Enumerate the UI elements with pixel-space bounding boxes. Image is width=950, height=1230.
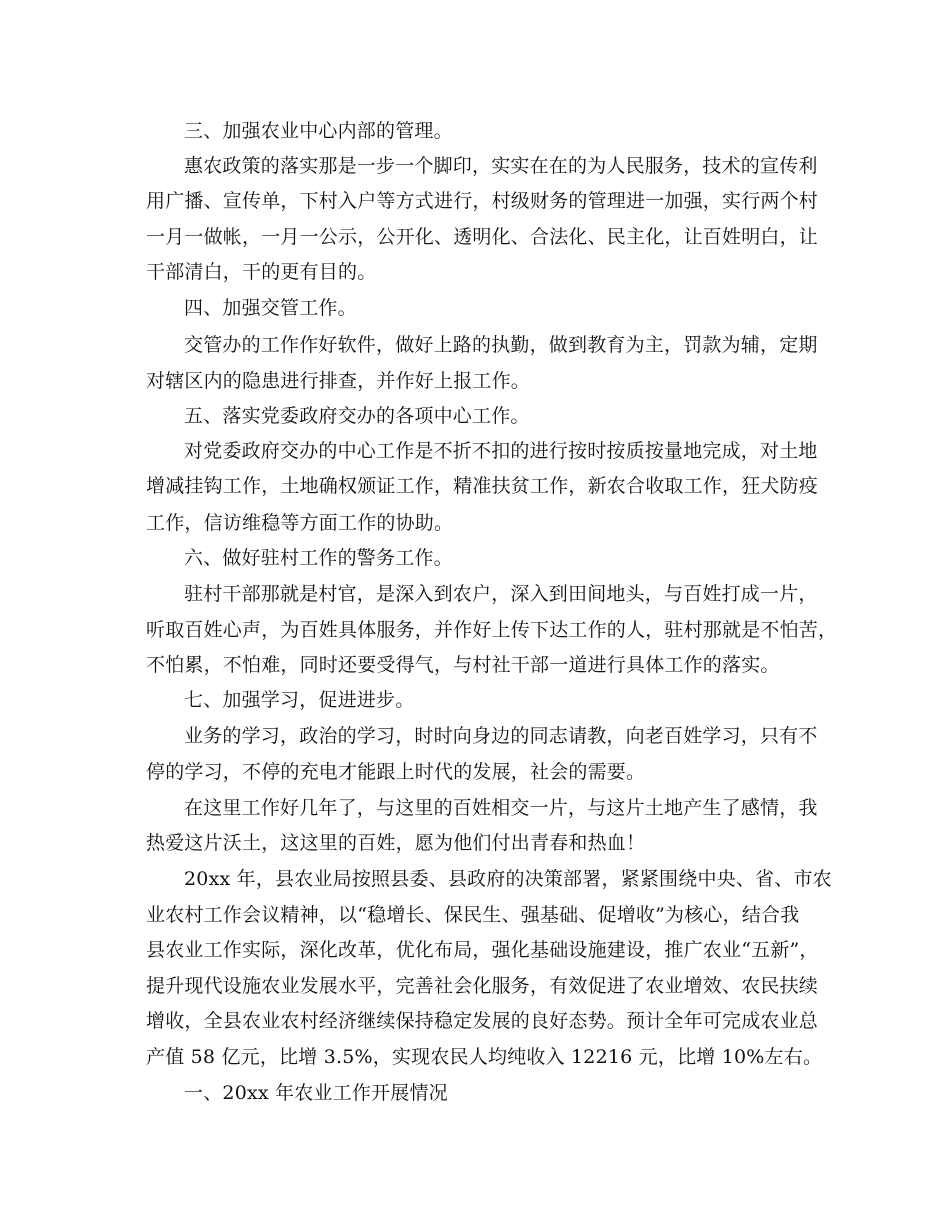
paragraph-line: 干部清白，干的更有目的。: [146, 261, 377, 283]
paragraph-line: 一月一做帐，一月一公示，公开化、透明化、合法化、民主化，让百姓明白，让: [146, 226, 819, 248]
heading-7: 七、加强学习，促进进步。: [184, 689, 415, 711]
paragraph-line: 工作，信访维稳等方面工作的协助。: [146, 512, 454, 534]
paragraph-line: 业农村工作会议精神，以“稳增长、保民生、强基础、促增收”为核心，结合我: [146, 904, 800, 926]
paragraph-line: 对党委政府交办的中心工作是不折不扣的进行按时按质按量地完成，对土地: [184, 440, 818, 462]
paragraph-line: 停的学习，不停的充电才能跟上时代的发展，社会的需要。: [146, 761, 646, 783]
paragraph-line: 业务的学习，政治的学习，时时向身边的同志请教，向老百姓学习，只有不: [184, 725, 818, 747]
paragraph-line: 用广播、宣传单，下村入户等方式进行，村级财务的管理进一加强，实行两个村: [146, 190, 819, 212]
paragraph-line: 惠农政策的落实那是一步一个脚印，实实在在的为人民服务，技术的宣传利: [184, 155, 818, 177]
paragraph-line: 听取百姓心声，为百姓具体服务，并作好上传下达工作的人，驻村那就是不怕苦，: [146, 619, 838, 641]
paragraph-line: 在这里工作好几年了，与这里的百姓相交一片，与这片土地产生了感情，我: [184, 797, 818, 819]
heading-6: 六、做好驻村工作的警务工作。: [184, 547, 453, 569]
heading-5: 五、落实党委政府交办的各项中心工作。: [184, 405, 530, 427]
paragraph-line: 20xx 年，县农业局按照县委、县政府的决策部署，紧紧围绕中央、省、市农: [184, 868, 832, 890]
heading-4: 四、加强交管工作。: [184, 297, 357, 319]
heading-3: 三、加强农业中心内部的管理。: [184, 120, 453, 142]
paragraph-line: 交管办的工作作好软件，做好上路的执勤，做到教育为主，罚款为辅，定期: [184, 334, 818, 356]
section-heading: 一、20xx 年农业工作开展情况: [184, 1082, 448, 1104]
paragraph-line: 驻村干部那就是村官，是深入到农户，深入到田间地头，与百姓打成一片，: [184, 583, 818, 605]
paragraph-line: 产值 58 亿元，比增 3.5%，实现农民人均纯收入 12216 元，比增 10%左右。: [146, 1046, 823, 1068]
paragraph-line: 热爱这片沃土，这这里的百姓，愿为他们付出青春和热血！: [146, 832, 646, 854]
paragraph-line: 增收，全县农业农村经济继续保持稳定发展的良好态势。预计全年可完成农业总: [146, 1010, 819, 1032]
paragraph-line: 县农业工作实际，深化改革，优化布局，强化基础设施建设，推广农业“五新”，: [146, 939, 819, 961]
paragraph-line: 增减挂钩工作，土地确权颁证工作，精准扶贫工作，新农合收取工作，狂犬防疫: [146, 475, 819, 497]
paragraph-line: 不怕累，不怕难，同时还要受得气，与村社干部一道进行具体工作的落实。: [146, 654, 780, 676]
paragraph-line: 提升现代设施农业发展水平，完善社会化服务，有效促进了农业增效、农民扶续: [146, 975, 819, 997]
paragraph-line: 对辖区内的隐患进行排查，并作好上报工作。: [146, 370, 531, 392]
